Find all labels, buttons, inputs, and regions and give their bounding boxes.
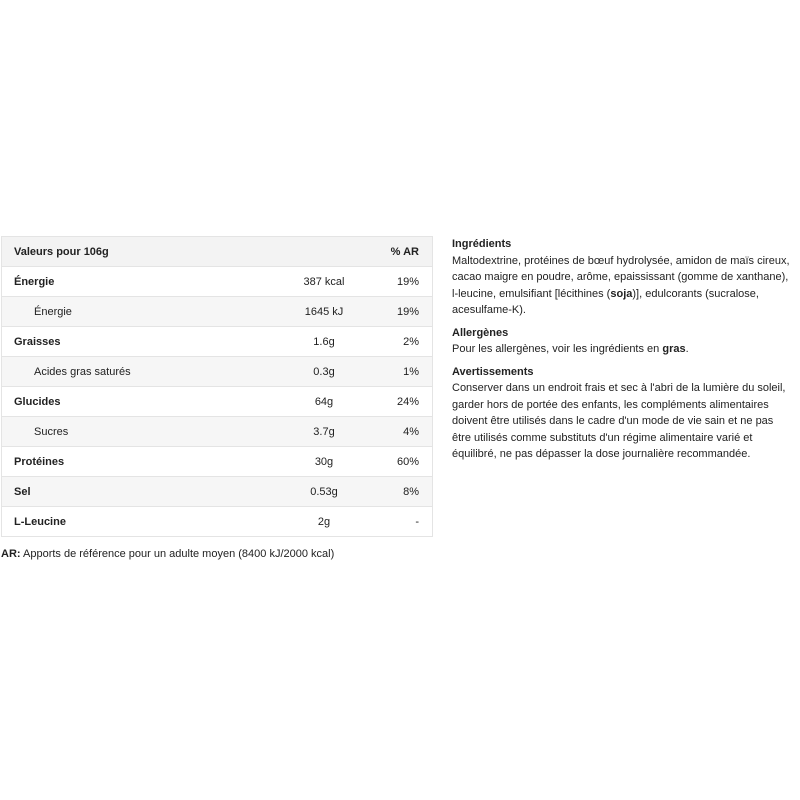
nutrient-value: 0.3g [264, 357, 384, 387]
table-row [2, 297, 433, 327]
ingredients-title: Ingrédients [452, 238, 512, 250]
warnings-title: Avertissements [452, 365, 534, 378]
footnote-text: Apports de référence pour un adulte moyen (8400 kJ/2000 kcal) [20, 548, 335, 560]
nutrient-value: 0.53g [264, 477, 384, 507]
table-row [2, 417, 433, 447]
nutrient-value: 1.6g [264, 327, 384, 357]
product-info [452, 236, 794, 463]
nutrient-name: L-Leucine [2, 507, 265, 537]
nutrient-value: 387 kcal [264, 267, 384, 297]
nutrient-name: Sel [2, 477, 265, 507]
table-row [2, 507, 433, 537]
nutrient-name: Énergie [2, 297, 265, 327]
bold-keyword: gras [662, 343, 686, 355]
allergens-text: Pour les allergènes, voir les ingrédients en gras. [452, 343, 689, 355]
footnote-label: AR: [1, 548, 21, 560]
header-percent: % AR [384, 237, 433, 267]
table-row [2, 357, 433, 387]
nutrient-percent: - [384, 507, 433, 537]
nutrient-name: Acides gras saturés [2, 357, 265, 387]
nutrient-value: 64g [264, 387, 384, 417]
nutrient-name: Sucres [2, 417, 265, 447]
allergen-highlight: soja [610, 287, 633, 300]
table-row [2, 327, 433, 357]
table-header-row [2, 237, 433, 267]
reference-footnote [1, 548, 334, 560]
table-row [2, 477, 433, 507]
nutrient-name: Énergie [2, 267, 265, 297]
table-row [2, 387, 433, 417]
nutrient-percent: 1% [384, 357, 433, 387]
allergens-title: Allergènes [452, 326, 509, 339]
header-label: Valeurs pour 106g [2, 237, 265, 267]
nutrient-name: Glucides [2, 387, 265, 417]
nutrient-percent: 2% [384, 327, 433, 357]
nutrient-percent: 60% [384, 447, 433, 477]
nutrient-name: Protéines [2, 447, 265, 477]
nutrient-percent: 8% [384, 477, 433, 507]
table-row [2, 267, 433, 297]
nutrient-value: 2g [264, 507, 384, 537]
nutrient-value: 30g [264, 447, 384, 477]
table-row [2, 447, 433, 477]
header-value [264, 237, 384, 267]
nutrient-value: 1645 kJ [264, 297, 384, 327]
nutrient-percent: 19% [384, 267, 433, 297]
nutrient-percent: 24% [384, 387, 433, 417]
nutrient-percent: 4% [384, 417, 433, 447]
ingredients-text: Maltodextrine, protéines de bœuf hydrolysée, amidon de maïs cireux, cacao maigre en poudre, arôme, epaississant (gomme de xanthane), l-leucine, emulsifiant [lécithines (soja)], edulcorants (sucralose, acesulfame-K). [452, 254, 790, 316]
nutrition-table [1, 236, 433, 537]
warnings-text: Conserver dans un endroit frais et sec à l'abri de la lumière du soleil, garder hors de portée des enfants, les compléments alimentaires doivent être utilisés dans le cadre d'un mode de vie sain et ne pas être utilisés comme substituts d'un régime alimentaire varié et équilibré, ne pas dépasser la dose journalière recommandée. [452, 382, 786, 460]
nutrient-name: Graisses [2, 327, 265, 357]
nutrient-percent: 19% [384, 297, 433, 327]
nutrient-value: 3.7g [264, 417, 384, 447]
